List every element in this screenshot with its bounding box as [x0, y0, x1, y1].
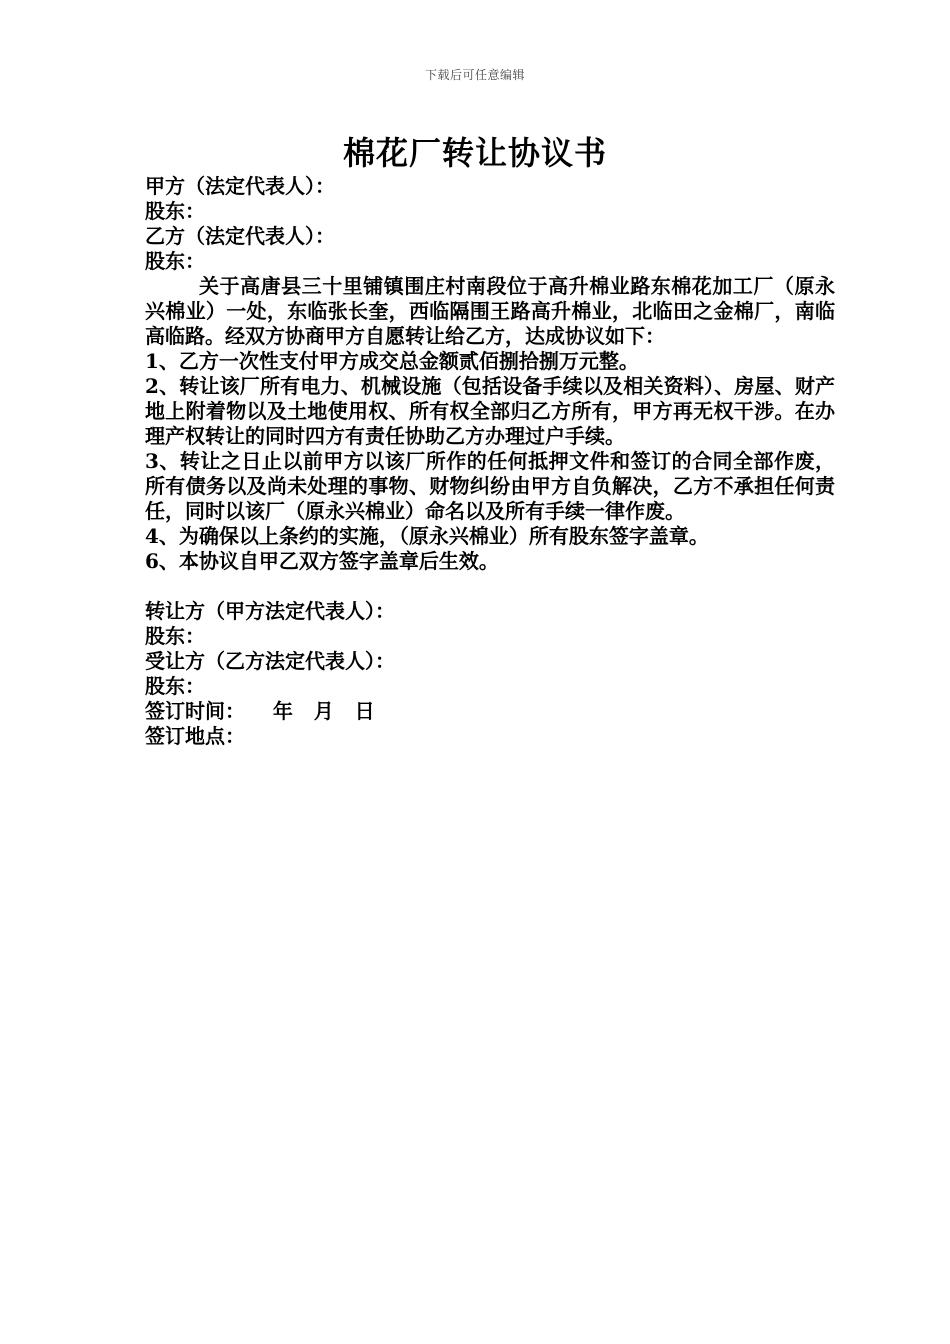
transferee-shareholders-label: 股东：	[145, 674, 205, 698]
sign-date-label: 签订时间： 年 月 日	[145, 699, 375, 723]
clause-1: 1、乙方一次性支付甲方成交总金额贰佰捌拾捌万元整。	[145, 349, 639, 373]
document-title: 棉花厂转让协议书	[342, 134, 607, 172]
transferor-label: 转让方（甲方法定代表人）：	[145, 599, 395, 623]
party-a-label: 甲方（法定代表人）：	[145, 174, 335, 198]
document-body	[145, 174, 835, 749]
clause-2: 2、转让该厂所有电力、机械设施（包括设备手续以及相关资料）、房屋、财产地上附着物以及土地使用权、所有权全部归乙方所有，甲方再无权干涉。在办理产权转让的同时四方有责任协助乙方办理过户手续。	[145, 374, 835, 448]
header-note: 下载后可任意编辑	[424, 68, 525, 82]
party-a-shareholders-label: 股东：	[145, 199, 205, 223]
sign-place-label: 签订地点：	[145, 724, 245, 748]
party-b-label: 乙方（法定代表人）：	[145, 224, 335, 248]
section-spacer	[145, 574, 835, 599]
intro-paragraph: 关于高唐县三十里铺镇围庄村南段位于高升棉业路东棉花加工厂（原永兴棉业）一处，东临张长奎，西临隔围王路高升棉业，北临田之金棉厂，南临高临路。经双方协商甲方自愿转让给乙方，达成协议如下：	[145, 274, 835, 348]
clause-6: 6、本协议自甲乙双方签字盖章后生效。	[145, 549, 499, 573]
clause-4: 4、为确保以上条约的实施，（原永兴棉业）所有股东签字盖章。	[145, 524, 709, 548]
clause-3: 3、转让之日止以前甲方以该厂所作的任何抵押文件和签订的合同全部作废，所有债务以及尚未处理的事物、财物纠纷由甲方自负解决，乙方不承担任何责任，同时以该厂（原永兴棉业）命名以及所有手续一律作废。	[145, 449, 835, 523]
transferor-shareholders-label: 股东：	[145, 624, 205, 648]
transferee-label: 受让方（乙方法定代表人）：	[145, 649, 395, 673]
party-b-shareholders-label: 股东：	[145, 249, 205, 273]
